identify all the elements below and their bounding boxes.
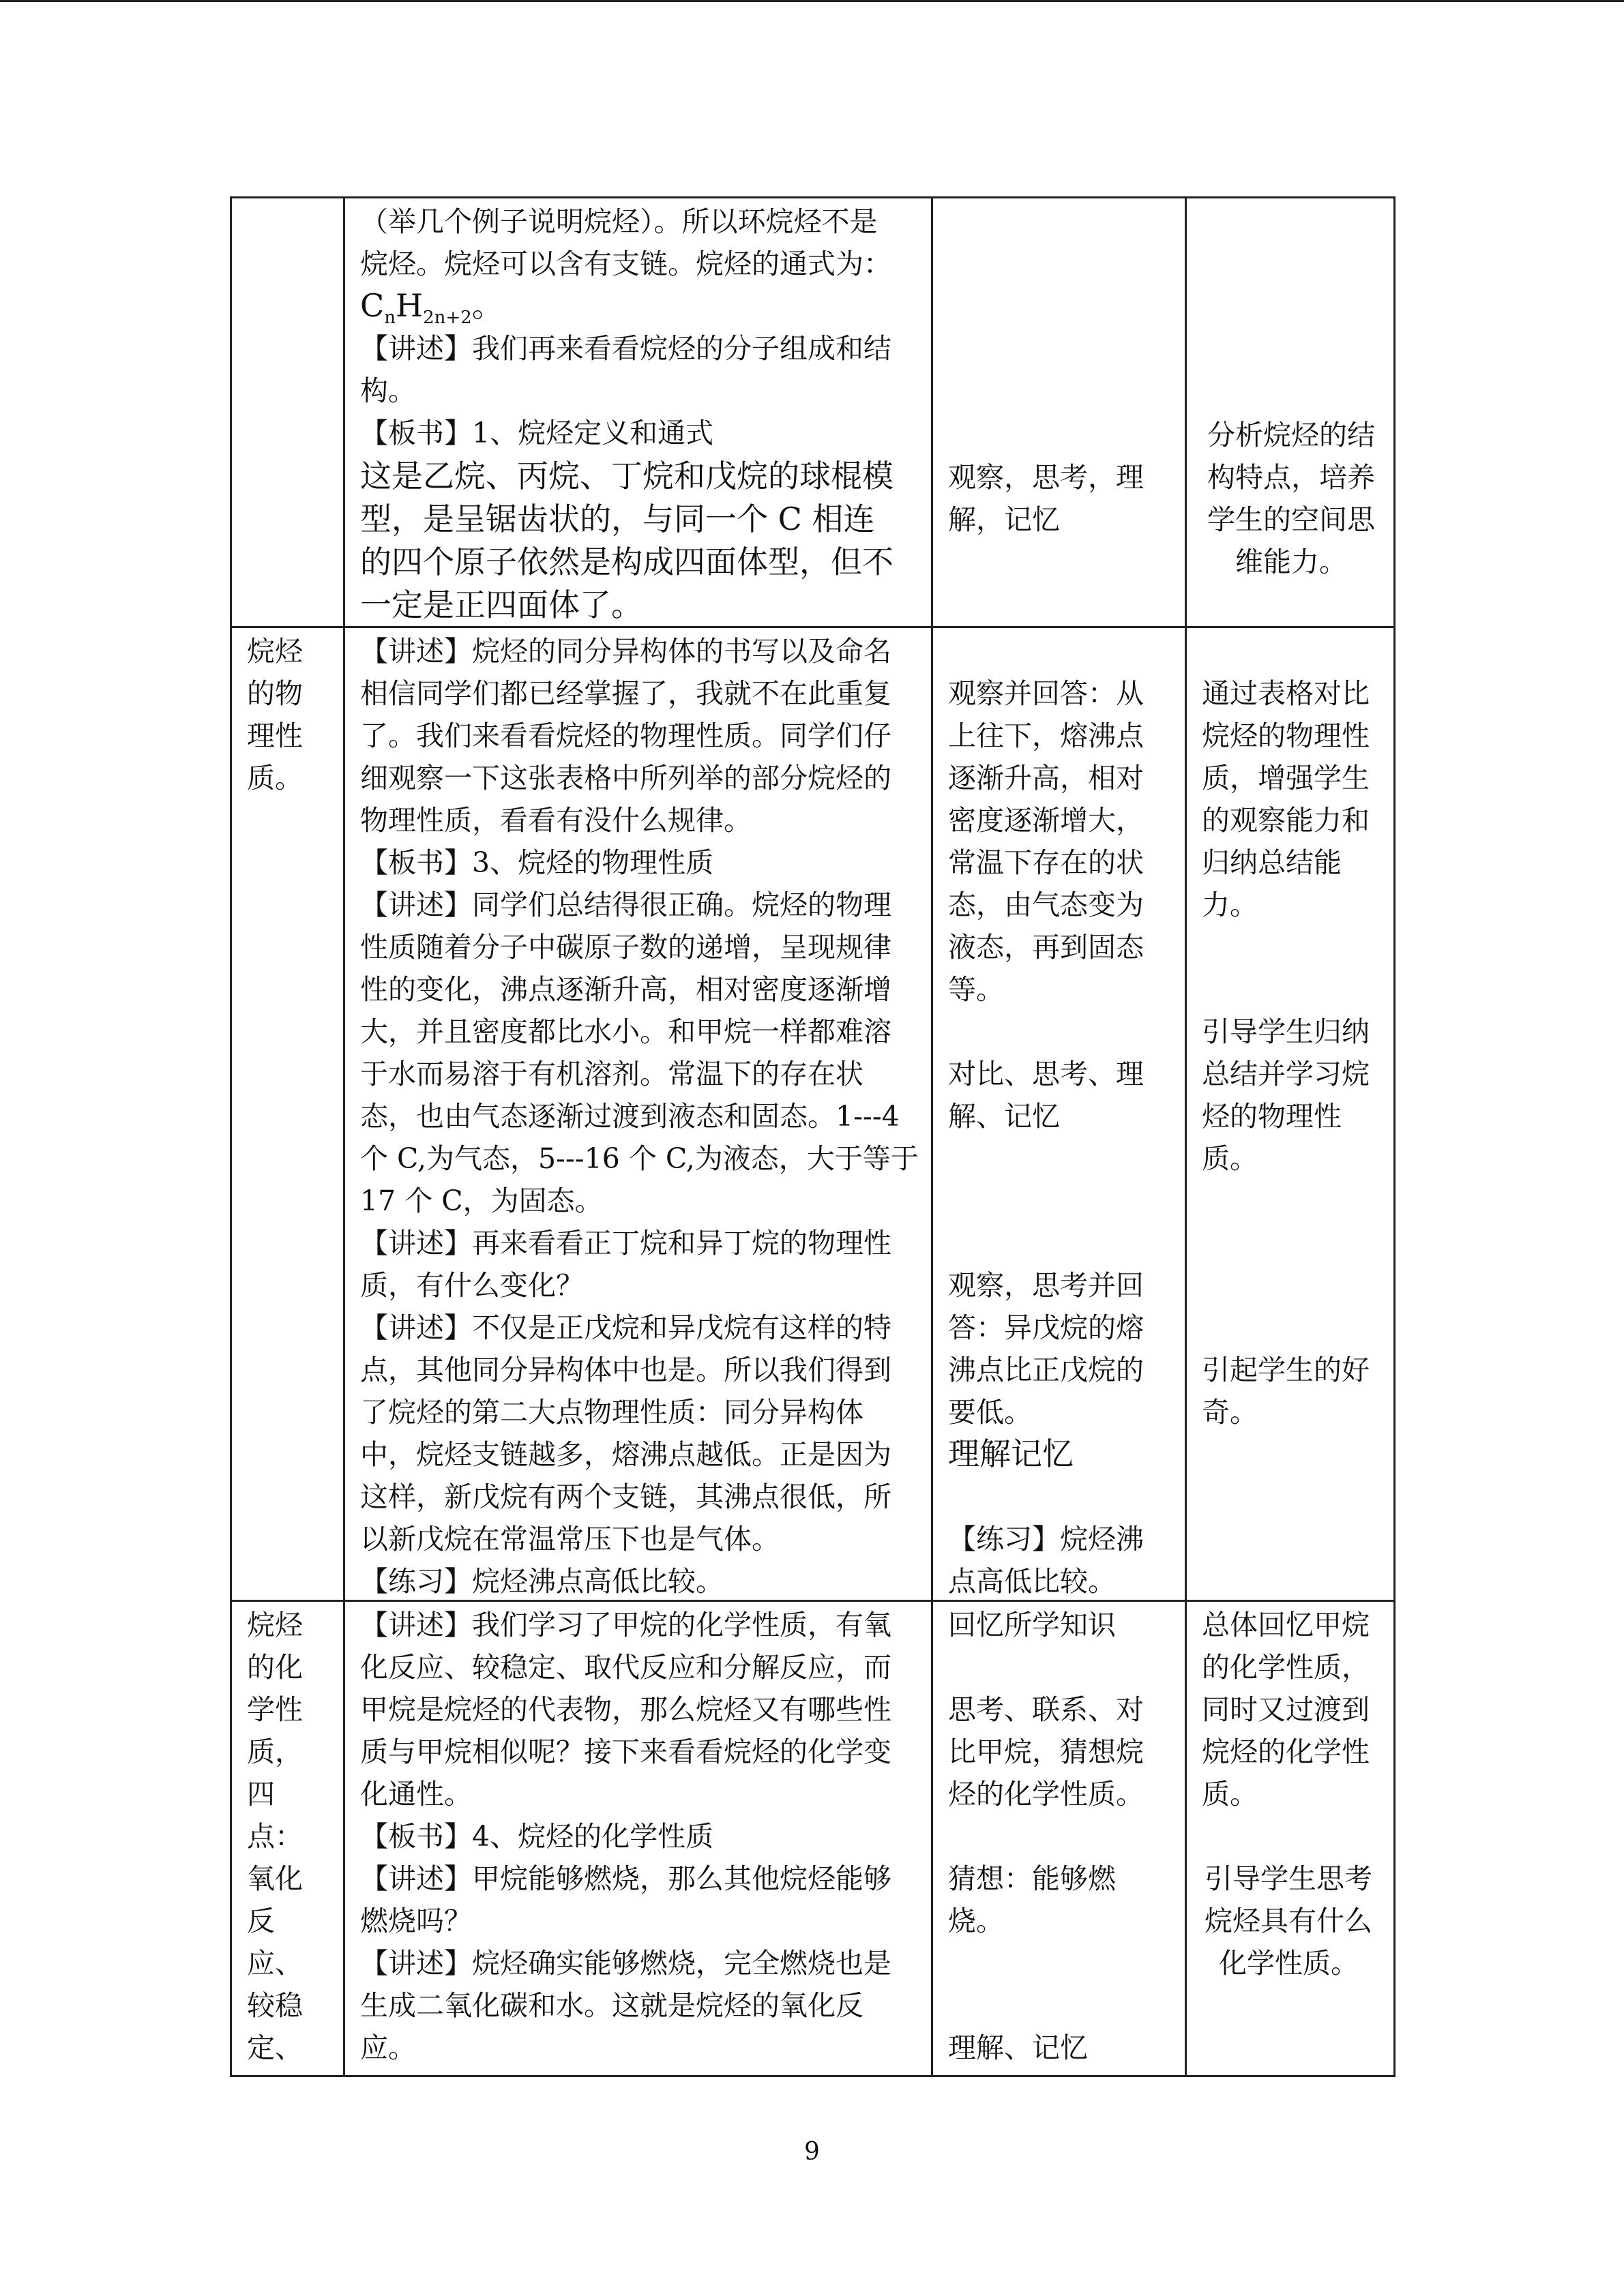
top-border-line — [0, 0, 1624, 2]
text-line: 理解记忆 — [948, 1435, 1074, 1472]
text-line: 态，也由气态逐渐过渡到液态和固态。1---4 — [360, 1100, 900, 1133]
text-line: 【练习】烷烃沸点高低比较。 — [360, 1565, 724, 1598]
topic-cell — [231, 198, 344, 627]
text-line: 质与甲烷相似呢？接下来看看烷烃的化学变 — [360, 1735, 891, 1768]
text-line: 答：异戊烷的熔 — [948, 1311, 1144, 1344]
text-line: 【讲述】甲烷能够燃烧，那么其他烷烃能够 — [360, 1862, 891, 1895]
text-line: 等。 — [948, 973, 1004, 1006]
text-line: 学性 — [247, 1693, 303, 1726]
text-line: 通过表格对比 — [1202, 677, 1370, 710]
formula-subscript-2n2: 2n+2 — [423, 308, 472, 328]
text-line: 点： — [247, 1820, 303, 1853]
text-line: 型，是呈锯齿状的，与同一个 C 相连 — [360, 501, 875, 537]
formula-element-h: H — [395, 287, 424, 324]
text-line: 性质随着分子中碳原子数的递增，呈现规律 — [360, 931, 891, 964]
text-line: 质，增强学生 — [1202, 762, 1370, 794]
text-line: 归纳总结能 — [1202, 846, 1342, 879]
text-line: （举几个例子说明烷烃）。所以环烷烃不是 — [360, 205, 878, 238]
text-line: 烷烃 — [247, 1609, 303, 1641]
text-line: 17 个 C，为固态。 — [360, 1184, 603, 1217]
text-line: 密度逐渐增大， — [948, 804, 1144, 837]
text-line: 【板书】1、烷烃定义和通式 — [360, 417, 714, 449]
text-line: 烷烃的化学性 — [1202, 1735, 1370, 1768]
text-line: 这样，新戊烷有两个支链，其沸点很低，所 — [360, 1480, 891, 1513]
text-line: 的四个原子依然是构成四面体型，但不 — [360, 543, 894, 580]
text-line: 烷烃具有什么 — [1205, 1905, 1372, 1937]
text-line: 质。 — [247, 762, 303, 794]
text-line: 物理性质，看看有没什么规律。 — [360, 804, 752, 837]
text-line: 构特点，培养 — [1207, 461, 1375, 494]
text-line: 氧化 — [247, 1862, 303, 1895]
teacher-activity-cell — [344, 198, 932, 627]
text-line: 观察，思考并回 — [948, 1269, 1144, 1302]
text-line: 的观察能力和 — [1202, 804, 1370, 837]
text-line: 甲烷是烷烃的代表物，那么烷烃又有哪些性 — [360, 1693, 891, 1726]
text-line: 点高低比较。 — [948, 1565, 1116, 1598]
text-line: 【讲述】同学们总结得很正确。烷烃的物理 — [360, 889, 891, 921]
design-intent-cell — [1186, 1601, 1395, 2076]
text-line: 同时又过渡到 — [1202, 1693, 1370, 1726]
text-line: 质，有什么变化？ — [360, 1269, 584, 1302]
text-line: 分析烷烃的结 — [1207, 419, 1375, 451]
text-line: 大，并且密度都比水小。和甲烷一样都难溶 — [360, 1015, 891, 1048]
text-line: 点，其他同分异构体中也是。所以我们得到 — [360, 1354, 891, 1386]
text-line: 定、 — [247, 2031, 303, 2064]
text-line: 【讲述】再来看看正丁烷和异丁烷的物理性 — [360, 1227, 891, 1259]
text-line: 中，烷烃支链越多，熔沸点越低。正是因为 — [360, 1438, 891, 1471]
text-line: 的化学性质， — [1202, 1651, 1370, 1684]
text-line: 【讲述】我们再来看看烷烃的分子组成和结 — [360, 332, 891, 365]
teacher-activity-cell — [344, 627, 932, 1601]
text-line: 观察并回答：从 — [948, 677, 1144, 710]
text-line: 烃的物理性 — [1202, 1100, 1342, 1133]
text-line: 化通性。 — [360, 1778, 472, 1810]
text-line: 烷烃。烷烃可以含有支链。烷烃的通式为： — [360, 248, 891, 280]
text-line: 【讲述】烷烃的同分异构体的书写以及命名 — [360, 635, 891, 668]
text-line: 【练习】烷烃沸 — [948, 1523, 1144, 1555]
text-line: 维能力。 — [1235, 546, 1347, 578]
text-line: 化反应、较稳定、取代反应和分解反应，而 — [360, 1651, 891, 1684]
text-line: 比甲烷，猜想烷 — [948, 1735, 1144, 1768]
text-line: 【讲述】不仅是正戊烷和异戊烷有这样的特 — [360, 1311, 891, 1344]
text-line: 了。我们来看看烷烃的物理性质。同学们仔 — [360, 719, 891, 752]
table-row — [231, 627, 1395, 1601]
text-line: 奇。 — [1202, 1396, 1258, 1429]
text-line: 烷烃的物理性 — [1202, 719, 1370, 752]
text-line: 构。 — [360, 374, 416, 407]
text-line: 观察，思考，理 — [948, 461, 1144, 494]
text-line: 四 — [247, 1778, 275, 1810]
page-number: 9 — [804, 2138, 820, 2166]
text-line: 烃的化学性质。 — [948, 1778, 1144, 1810]
text-line: 的化 — [247, 1651, 303, 1684]
text-line: 相信同学们都已经掌握了，我就不在此重复 — [360, 677, 891, 710]
text-line: 力。 — [1202, 889, 1258, 921]
text-line: 【讲述】我们学习了甲烷的化学性质，有氧 — [360, 1609, 891, 1641]
text-line: 态，由气态变为 — [948, 889, 1144, 921]
text-line: 反 — [247, 1905, 275, 1937]
text-line: 液态，再到固态 — [948, 931, 1144, 964]
text-line: 的物 — [247, 677, 303, 710]
text-line: 化学性质。 — [1219, 1947, 1359, 1980]
formula-subscript-n: n — [384, 308, 396, 328]
text-line: 引导学生思考 — [1205, 1862, 1372, 1895]
text-line: 应、 — [247, 1947, 303, 1980]
lesson-plan-table — [230, 196, 1396, 2077]
text-line: 对比、思考、理 — [948, 1058, 1144, 1090]
text-line: 一定是正四面体了。 — [360, 586, 643, 623]
design-intent-cell — [1186, 627, 1395, 1601]
text-line: 以新戊烷在常温常压下也是气体。 — [360, 1523, 780, 1555]
text-line: 逐渐升高，相对 — [948, 762, 1144, 794]
text-line: 沸点比正戊烷的 — [948, 1354, 1144, 1386]
text-line: 生成二氧化碳和水。这就是烷烃的氧化反 — [360, 1989, 863, 2022]
text-line: 个 C,为气态，5---16 个 C,为液态，大于等于 — [360, 1142, 919, 1175]
text-line: 较稳 — [247, 1989, 303, 2022]
text-line: 于水而易溶于有机溶剂。常温下的存在状 — [360, 1058, 863, 1090]
text-line: 总体回忆甲烷 — [1202, 1609, 1370, 1641]
text-line: 质。 — [1202, 1778, 1258, 1810]
text-line: 质。 — [1202, 1142, 1258, 1175]
topic-cell — [231, 627, 344, 1601]
text-line: 了烷烃的第二大点物理性质：同分异构体 — [360, 1396, 863, 1429]
text-line: 理性 — [247, 719, 303, 752]
table-row — [231, 198, 1395, 627]
text-line: 【板书】4、烷烃的化学性质 — [360, 1820, 714, 1853]
text-line: 回忆所学知识 — [948, 1609, 1116, 1641]
table-row — [231, 1601, 1395, 2076]
general-formula — [360, 287, 503, 328]
teacher-activity-cell — [344, 1601, 932, 2076]
text-line: 常温下存在的状 — [948, 846, 1144, 879]
text-line: 质， — [247, 1735, 303, 1768]
text-line: 引导学生归纳 — [1202, 1015, 1370, 1048]
text-line: 应。 — [360, 2031, 416, 2064]
text-line: 要低。 — [948, 1396, 1032, 1429]
text-line: 烧。 — [948, 1905, 1004, 1937]
topic-cell — [231, 1601, 344, 2076]
text-line: 解、记忆 — [948, 1100, 1060, 1133]
text-line: 细观察一下这张表格中所列举的部分烷烃的 — [360, 762, 891, 794]
text-line: 解，记忆 — [948, 503, 1060, 536]
text-line: 上往下，熔沸点 — [948, 719, 1144, 752]
text-line: 学生的空间思 — [1207, 503, 1375, 536]
formula-tail: 。 — [471, 287, 503, 324]
text-line: 理解、记忆 — [948, 2031, 1088, 2064]
text-line: 总结并学习烷 — [1202, 1058, 1370, 1090]
student-activity-cell — [932, 198, 1186, 627]
text-line: 【板书】3、烷烃的物理性质 — [360, 846, 714, 879]
text-line: 思考、联系、对 — [948, 1693, 1144, 1726]
student-activity-cell — [932, 1601, 1186, 2076]
text-line: 性的变化，沸点逐渐升高，相对密度逐渐增 — [360, 973, 891, 1006]
text-line: 这是乙烷、丙烷、丁烷和戊烷的球棍模 — [360, 458, 894, 494]
text-line: 【讲述】烷烃确实能够燃烧，完全燃烧也是 — [360, 1947, 891, 1980]
text-line: 猜想：能够燃 — [948, 1862, 1116, 1895]
text-line: 燃烧吗？ — [360, 1905, 472, 1937]
formula-element-c: C — [360, 287, 385, 324]
text-line: 烷烃 — [247, 635, 303, 668]
student-activity-cell — [932, 627, 1186, 1601]
text-line: 引起学生的好 — [1202, 1354, 1370, 1386]
design-intent-cell — [1186, 198, 1395, 627]
